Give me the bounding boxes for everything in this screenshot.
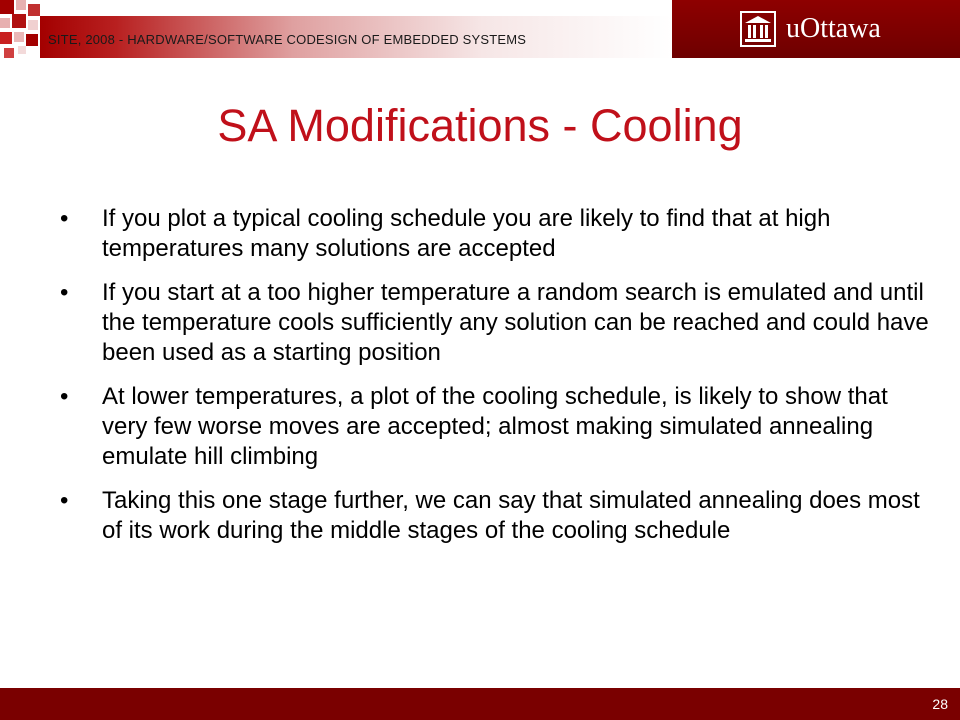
bullet-dot: • xyxy=(60,383,69,410)
slide-footer xyxy=(0,688,960,720)
university-logo-text: uOttawa xyxy=(786,13,881,44)
slide-title: SA Modifications - Cooling xyxy=(217,100,743,151)
bullet-dot: • xyxy=(60,279,69,306)
page-number: 28 xyxy=(932,696,948,712)
bullet-item xyxy=(40,382,930,472)
university-building-icon xyxy=(740,10,776,48)
bullet-item xyxy=(40,278,930,368)
bullet-list xyxy=(40,204,930,560)
bullet-item xyxy=(40,204,930,264)
bullet-text: Taking this one stage further, we can say that simulated annealing does most of its work during the middle stages of the cooling schedule xyxy=(102,487,920,544)
bullet-dot: • xyxy=(60,205,69,232)
bullet-text: If you start at a too higher temperature a random search is emulated and until the temperature cools sufficiently any solution can be reached and could have been used as a starting position xyxy=(102,279,929,366)
course-label: SITE, 2008 - HARDWARE/SOFTWARE CODESIGN OF EMBEDDED SYSTEMS xyxy=(48,31,527,47)
slide-header xyxy=(0,0,960,58)
bullet-text: If you plot a typical cooling schedule you are likely to find that at high temperatures many solutions are accepted xyxy=(102,205,831,262)
bullet-text: At lower temperatures, a plot of the cooling schedule, is likely to show that very few worse moves are accepted; almost making simulated annealing emulate hill climbing xyxy=(102,383,888,470)
bullet-dot: • xyxy=(60,487,69,514)
bullet-item xyxy=(40,486,930,546)
